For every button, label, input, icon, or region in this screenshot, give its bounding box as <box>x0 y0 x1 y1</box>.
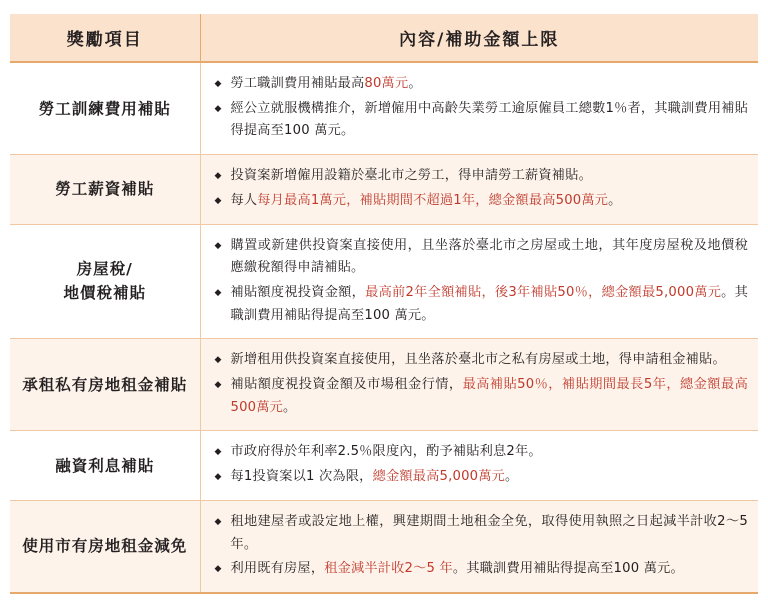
bullet-item <box>215 165 749 188</box>
highlighted-text: 最高補貼50％，補貼期間最長5年，總金額最高500萬元 <box>230 377 748 415</box>
body-text: 每1投資案以1 次為限， <box>230 469 373 485</box>
table-row <box>10 62 758 155</box>
row-detail-cell <box>200 224 758 339</box>
table-row <box>10 339 758 431</box>
table-row <box>10 155 758 224</box>
body-text: 補貼額度視投資金額， <box>230 284 366 300</box>
body-text: 。其職訓費用補貼得提高至100 萬元。 <box>230 284 749 323</box>
body-text: 。 <box>408 76 422 91</box>
body-text: 購置或新建供投資案直接使用，且坐落於臺北市之房屋或土地，其年度房屋稅及地價稅應繳稅額得申請補貼。 <box>230 237 748 276</box>
row-detail-cell <box>200 500 758 593</box>
body-text: 租地建屋者或設定地上權，興建期間土地租金全免，取得使用執照之日起減半計收2～5 年。 <box>230 513 748 552</box>
bullet-list <box>215 441 749 488</box>
bullet-item <box>215 441 749 464</box>
highlighted-text: 最高前2年全額補貼，後3年補貼50％，總金額最5,000萬元 <box>365 284 722 300</box>
header-cell-item: 獎勵項目 <box>10 14 200 62</box>
bullet-item <box>215 282 749 327</box>
bullet-list <box>215 73 749 143</box>
body-text: 每人 <box>230 192 258 208</box>
bullet-item <box>215 73 749 96</box>
bullet-list <box>215 511 749 581</box>
body-text: 補貼額度視投資金額及市場租金行情， <box>230 377 463 393</box>
bullet-list <box>215 349 749 419</box>
bullet-item <box>215 235 749 280</box>
body-text: 投資案新增僱用設籍於臺北市之勞工，得申請勞工薪資補貼。 <box>230 168 592 184</box>
table-row <box>10 500 758 593</box>
incentives-table <box>10 14 758 594</box>
bullet-item <box>215 511 749 556</box>
bullet-item <box>215 190 749 213</box>
row-item-label: 承租私有房地租金補貼 <box>10 339 200 431</box>
body-text: 。 <box>283 399 297 415</box>
body-text: 新增租用供投資案直接使用，且坐落於臺北市之私有房屋或土地，得申請租金補貼。 <box>230 352 726 368</box>
row-detail-cell <box>200 62 758 155</box>
bullet-item <box>215 374 749 419</box>
body-text: 。 <box>608 192 622 208</box>
table-row <box>10 224 758 339</box>
bullet-item <box>215 466 749 489</box>
highlighted-text: 租金減半計收2～5 年 <box>324 561 453 577</box>
row-item-label: 勞工薪資補貼 <box>10 155 200 224</box>
row-item-label: 勞工訓練費用補貼 <box>10 62 200 155</box>
row-item-label: 房屋稅/ 地價稅補貼 <box>10 224 200 339</box>
bullet-item <box>215 98 749 143</box>
body-text: 利用既有房屋， <box>230 561 325 577</box>
body-text: 。其職訓費用補貼得提高至100 萬元。 <box>452 561 684 577</box>
bullet-list <box>215 165 749 212</box>
header-row <box>10 14 758 62</box>
bullet-item <box>215 349 749 372</box>
row-item-label: 使用市有房地租金減免 <box>10 500 200 593</box>
table-row <box>10 431 758 500</box>
bullet-list <box>215 235 749 328</box>
row-detail-cell <box>200 155 758 224</box>
highlighted-text: 80萬元 <box>364 76 409 91</box>
table-header <box>10 14 758 62</box>
body-text: 經公立就服機構推介，新增僱用中高齡失業勞工逾原僱員工總數1％者，其職訓費用補貼得提高至100 萬元。 <box>230 100 748 139</box>
bullet-item <box>215 558 749 581</box>
body-text: 市政府得於年利率2.5％限度內，酌予補貼利息2年。 <box>230 444 542 460</box>
highlighted-text: 總金額最高5,000萬元 <box>372 469 506 485</box>
header-cell-detail: 內容/補助金額上限 <box>200 14 758 62</box>
body-text: 。 <box>505 469 519 485</box>
row-item-label: 融資利息補貼 <box>10 431 200 500</box>
table-body <box>10 62 758 593</box>
row-detail-cell <box>200 339 758 431</box>
highlighted-text: 每月最高1萬元，補貼期間不超過1年，總金額最高500萬元 <box>257 192 609 208</box>
body-text: 勞工職訓費用補貼最高 <box>230 76 365 91</box>
row-detail-cell <box>200 431 758 500</box>
